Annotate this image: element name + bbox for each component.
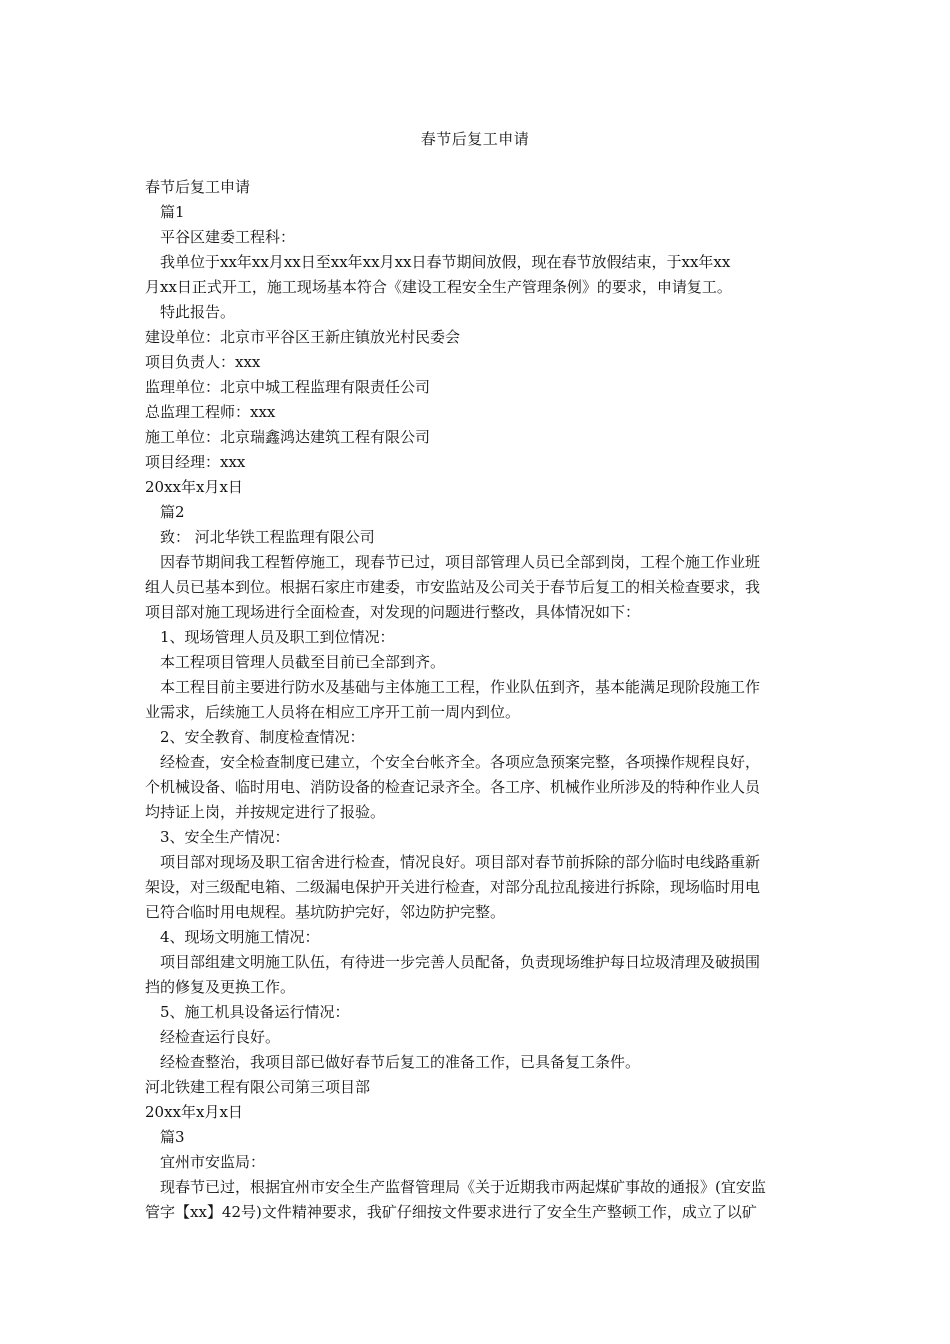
text-line: 监理单位：北京中城工程监理有限责任公司 bbox=[145, 378, 431, 396]
text-line: 项目部对现场及职工宿舍进行检查，情况良好。项目部对春节前拆除的部分临时电线路重新 bbox=[160, 853, 761, 871]
text-line: 项目部组建文明施工队伍，有待进一步完善人员配备，负责现场维护每日垃圾清理及破损围 bbox=[160, 953, 761, 971]
text-line: 经检查运行良好。 bbox=[160, 1028, 281, 1046]
document-title: 春节后复工申请 bbox=[420, 130, 530, 148]
text-line: 篇1 bbox=[160, 203, 185, 221]
text-line: 本工程目前主要进行防水及基础与主体施工工程，作业队伍到齐，基本能满足现阶段施工作 bbox=[160, 678, 761, 696]
text-line: 均持证上岗，并按规定进行了报验。 bbox=[145, 803, 386, 821]
text-line: 架设，对三级配电箱、二级漏电保护开关进行检查，对部分乱拉乱接进行拆除，现场临时用电 bbox=[145, 878, 761, 896]
text-line: 组人员已基本到位。根据石家庄市建委，市安监站及公司关于春节后复工的相关检查要求，我 bbox=[145, 578, 761, 596]
text-line: 20xx年x月x日 bbox=[145, 478, 243, 496]
text-line: 1、现场管理人员及职工到位情况： bbox=[160, 628, 395, 646]
text-line: 3、安全生产情况： bbox=[160, 828, 290, 846]
text-line: 20xx年x月x日 bbox=[145, 1103, 243, 1121]
text-line: 本工程项目管理人员截至目前已全部到齐。 bbox=[160, 653, 446, 671]
text-line: 因春节期间我工程暂停施工，现春节已过，项目部管理人员已全部到岗，工程个施工作业班 bbox=[160, 553, 761, 571]
text-line: 特此报告。 bbox=[160, 303, 236, 321]
text-line: 总监理工程师：xxx bbox=[145, 403, 276, 421]
text-line: 春节后复工申请 bbox=[145, 178, 251, 196]
text-line: 4、现场文明施工情况： bbox=[160, 928, 320, 946]
text-line: 经检查，安全检查制度已建立，个安全台帐齐全。各项应急预案完整，各项操作规程良好， bbox=[160, 753, 761, 771]
text-line: 现春节已过，根据宜州市安全生产监督管理局《关于近期我市两起煤矿事故的通报》(宜安监 bbox=[160, 1178, 766, 1196]
text-line: 个机械设备、临时用电、消防设备的检查记录齐全。各工序、机械作业所涉及的特种作业人员 bbox=[145, 778, 761, 796]
text-line: 2、安全教育、制度检查情况： bbox=[160, 728, 365, 746]
text-line: 5、施工机具设备运行情况： bbox=[160, 1003, 350, 1021]
text-line: 篇3 bbox=[160, 1128, 185, 1146]
text-line: 建设单位：北京市平谷区王新庄镇放光村民委会 bbox=[145, 328, 461, 346]
text-line: 经检查整治，我项目部已做好春节后复工的准备工作，已具备复工条件。 bbox=[160, 1053, 641, 1071]
text-line: 宜州市安监局： bbox=[160, 1153, 266, 1171]
text-line: 我单位于xx年xx月xx日至xx年xx月xx日春节期间放假，现在春节放假结束，于xx年xx bbox=[160, 253, 731, 271]
text-line: 河北铁建工程有限公司第三项目部 bbox=[145, 1078, 371, 1096]
text-line: 已符合临时用电规程。基坑防护完好，邻边防护完整。 bbox=[145, 903, 506, 921]
text-line: 项目经理：xxx bbox=[145, 453, 246, 471]
text-line: 业需求，后续施工人员将在相应工序开工前一周内到位。 bbox=[145, 703, 521, 721]
text-line: 月xx日正式开工，施工现场基本符合《建设工程安全生产管理条例》的要求，申请复工。 bbox=[145, 278, 732, 296]
text-line: 项目负责人：xxx bbox=[145, 353, 261, 371]
text-line: 项目部对施工现场进行全面检查，对发现的问题进行整改，具体情况如下： bbox=[145, 603, 641, 621]
document-body bbox=[145, 175, 807, 1225]
text-line: 施工单位：北京瑞鑫鸿达建筑工程有限公司 bbox=[145, 428, 431, 446]
text-line: 致： 河北华铁工程监理有限公司 bbox=[160, 528, 375, 546]
text-line: 平谷区建委工程科： bbox=[160, 228, 296, 246]
text-line: 管字【xx】42号)文件精神要求，我矿仔细按文件要求进行了安全生产整顿工作，成立了以矿 bbox=[145, 1203, 757, 1221]
text-line: 篇2 bbox=[160, 503, 185, 521]
text-line: 挡的修复及更换工作。 bbox=[145, 978, 296, 996]
